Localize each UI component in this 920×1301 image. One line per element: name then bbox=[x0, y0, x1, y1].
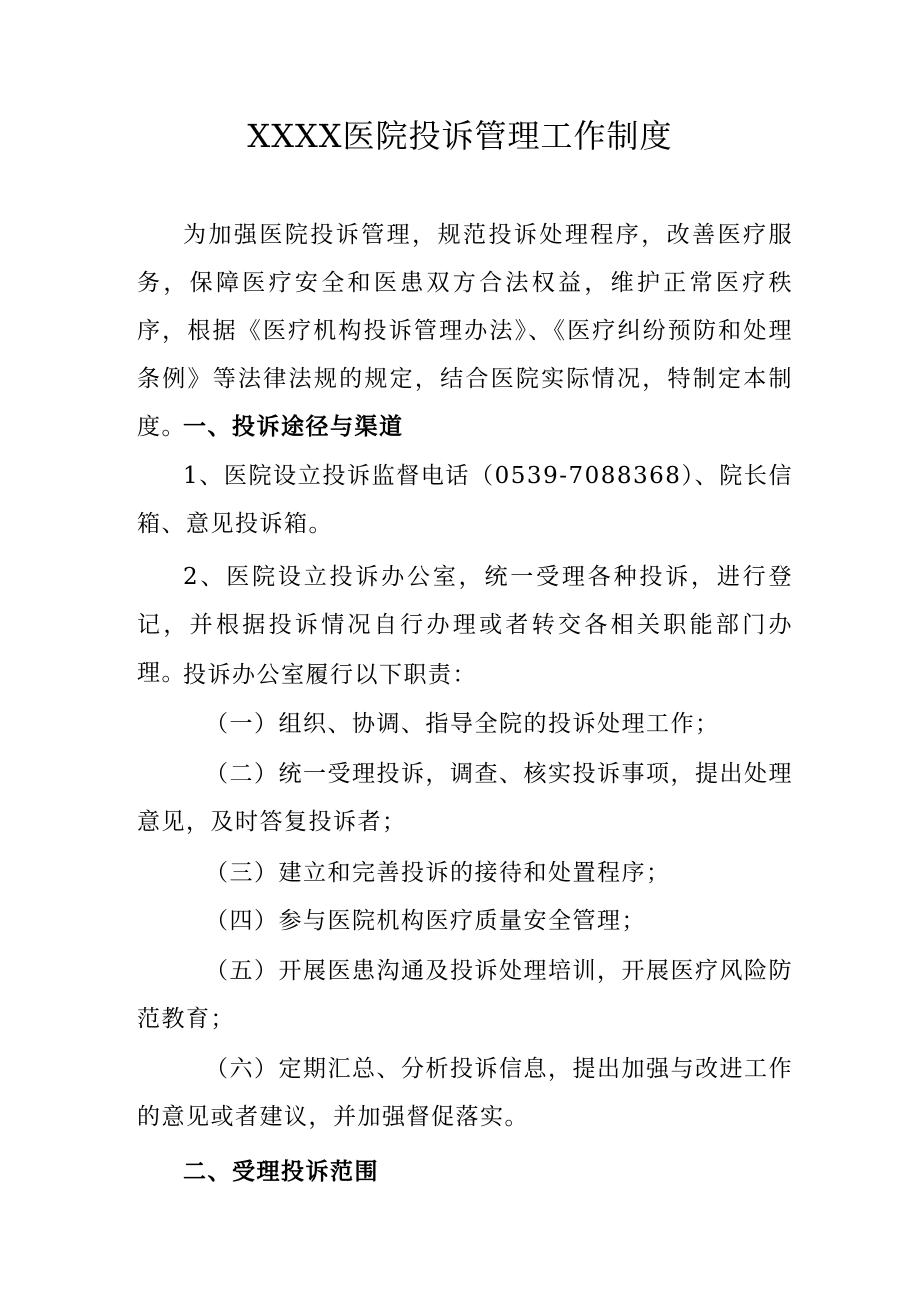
duty-item-1: （一）组织、协调、指导全院的投诉处理工作； bbox=[205, 711, 720, 737]
duties-intro: 投诉办公室履行以下职责： bbox=[183, 662, 477, 688]
list-item-2: 2、医院设立投诉办公室，统一受理各种投诉，进行登记，并根据投诉情况自行办理或者转交各相关职能部门办理。 bbox=[137, 564, 793, 686]
duty-item-5: （五）开展医患沟通及投诉处理培训，开展医疗风险防范教育； bbox=[137, 958, 793, 1032]
intro-paragraph: 为加强医院投诉管理，规范投诉处理程序，改善医疗服务，保障医疗安全和医患双方合法权益，维护正常医疗秩序，根据《医疗机构投诉管理办法》、《医疗纠纷预防和处理条例》等法律法规的规定，结合医院实际情况，特制定本制度。 bbox=[137, 222, 793, 440]
list-item-1: 1、医院设立投诉监督电话（0539-7088368）、院长信箱、意见投诉箱。 bbox=[137, 463, 793, 537]
duty-item-4: （四）参与医院机构医疗质量安全管理； bbox=[205, 908, 646, 934]
section-heading-2: 二、受理投诉范围 bbox=[183, 1159, 379, 1185]
duty-item-2: （二）统一受理投诉，调查、核实投诉事项，提出处理意见，及时答复投诉者； bbox=[137, 761, 793, 835]
duty-item-3: （三）建立和完善投诉的接待和处置程序； bbox=[205, 860, 671, 886]
section-heading-1: 一、投诉途径与渠道 bbox=[183, 414, 404, 440]
duty-item-6: （六）定期汇总、分析投诉信息，提出加强与改进工作的意见或者建议，并加强督促落实。 bbox=[137, 1056, 793, 1130]
document-title: XXXX医院投诉管理工作制度 bbox=[247, 117, 673, 155]
